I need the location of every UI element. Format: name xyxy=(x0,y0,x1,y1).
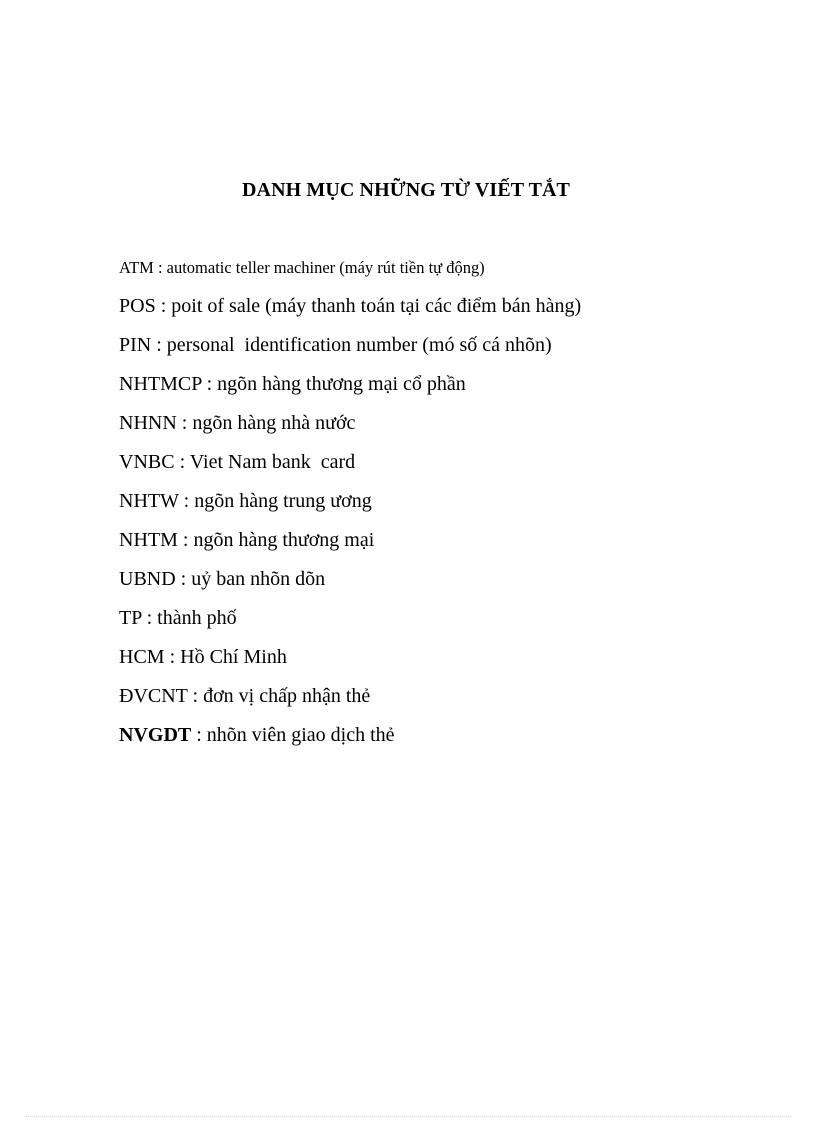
abbreviation-separator: : xyxy=(187,685,204,707)
abbreviation-entry-ubnd xyxy=(119,560,779,599)
abbreviation-term: ATM xyxy=(119,258,154,277)
abbreviation-term: NHTMCP xyxy=(119,373,202,395)
abbreviation-definition: uỷ ban nhõn dõn xyxy=(191,568,326,590)
abbreviation-separator: : xyxy=(141,607,158,629)
abbreviation-definition: nhõn viên giao dịch thẻ xyxy=(206,724,395,746)
abbreviation-separator: : xyxy=(151,334,167,356)
abbreviation-definition: Hồ Chí Minh xyxy=(180,646,287,668)
abbreviation-definition: poit of sale (máy thanh toán tại các điểm bán hàng) xyxy=(171,295,582,317)
abbreviation-separator: : xyxy=(174,451,190,473)
abbreviation-term: VNBC xyxy=(119,451,175,473)
abbreviation-entry-nhtm xyxy=(119,521,779,560)
abbreviation-separator: : xyxy=(176,412,193,434)
abbreviation-definition: personal identification number (mó số cá nhõn) xyxy=(166,334,552,356)
abbreviation-entry-nhnn xyxy=(119,404,779,443)
abbreviation-definition: Viet Nam bank card xyxy=(189,451,356,473)
abbreviation-term: NHTW xyxy=(119,490,179,512)
abbreviation-entry-nhtw xyxy=(119,482,779,521)
abbreviation-entry-pos xyxy=(119,287,779,326)
abbreviation-term: TP xyxy=(119,607,142,629)
abbreviation-separator: : xyxy=(177,529,194,551)
abbreviation-entry-nhtmcp xyxy=(119,365,779,404)
abbreviation-separator: : xyxy=(191,724,207,746)
abbreviation-separator: : xyxy=(201,373,218,395)
abbreviation-term: NHTM xyxy=(119,529,178,551)
abbreviation-definition: ngõn hàng trung ương xyxy=(194,490,372,512)
abbreviation-entry-atm xyxy=(119,248,759,287)
abbreviation-entry-hcm xyxy=(119,638,779,677)
abbreviation-term: POS xyxy=(119,295,156,317)
abbreviation-entry-tp xyxy=(119,599,779,638)
abbreviation-term: NHNN xyxy=(119,412,177,434)
abbreviation-term: HCM xyxy=(119,646,165,668)
abbreviation-term: PIN xyxy=(119,334,152,356)
abbreviation-definition: automatic teller machiner (máy rút tiền tự động) xyxy=(166,258,485,277)
abbreviation-definition: ngõn hàng thương mại xyxy=(193,529,375,551)
abbreviation-entry-pin xyxy=(119,326,779,365)
abbreviation-term: NVGDT xyxy=(119,724,192,746)
abbreviation-term: UBND xyxy=(119,568,176,590)
abbreviation-term: ĐVCNT xyxy=(119,685,188,707)
abbreviation-definition: ngõn hàng nhà nước xyxy=(192,412,356,434)
abbreviation-separator: : xyxy=(178,490,195,512)
abbreviation-entry-vnbc xyxy=(119,443,779,482)
abbreviation-separator: : xyxy=(155,295,172,317)
page-title: DANH MỤC NHỮNG TỪ VIẾT TẮT xyxy=(241,179,570,201)
abbreviation-entry-dvcnt xyxy=(119,677,779,716)
abbreviation-definition: thành phố xyxy=(157,607,237,629)
page-bottom-divider xyxy=(25,1116,791,1117)
abbreviation-list xyxy=(119,248,779,755)
abbreviation-entry-nvgdt xyxy=(119,716,779,755)
abbreviation-separator: : xyxy=(153,258,167,277)
abbreviation-separator: : xyxy=(164,646,181,668)
abbreviation-separator: : xyxy=(175,568,192,590)
abbreviation-definition: đơn vị chấp nhận thẻ xyxy=(203,685,371,707)
abbreviation-definition: ngõn hàng thương mại cổ phần xyxy=(217,373,466,395)
